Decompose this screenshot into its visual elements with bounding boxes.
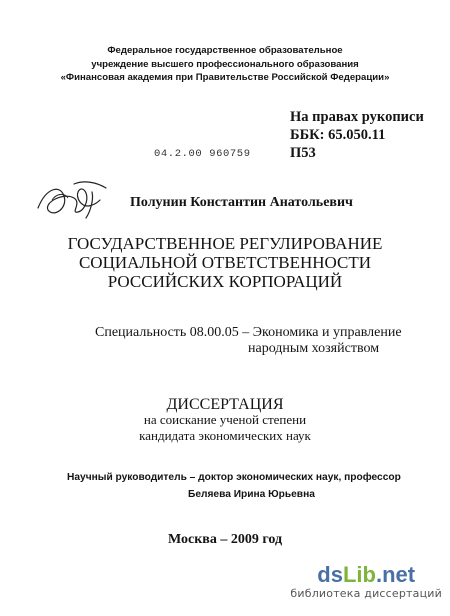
watermark-ds: ds	[317, 562, 343, 587]
specialty-line-1: Специальность 08.00.05 – Экономика и управление	[95, 325, 402, 340]
title-line-1: ГОСУДАРСТВЕННОЕ РЕГУЛИРОВАНИЕ	[67, 234, 383, 253]
city-year: Москва – 2009 год	[167, 532, 283, 547]
author-mark: П53	[290, 145, 316, 161]
advisor-label: Научный руководитель – доктор экономических наук, профессор	[67, 472, 401, 483]
title-line-3: РОССИЙСКИХ КОРПОРАЦИЙ	[107, 272, 343, 291]
site-watermark[interactable]	[290, 563, 442, 600]
degree-description	[0, 412, 450, 444]
advisor-name: Беляева Ирина Юрьевна	[188, 489, 315, 500]
watermark-logo	[290, 563, 442, 587]
author-name: Полунин Константин Анатольевич	[130, 195, 353, 210]
degree-line-2: кандидата экономических наук	[139, 428, 311, 443]
institution-header	[0, 44, 450, 85]
title-line-2: СОЦИАЛЬНОЙ ОТВЕТСТВЕННОСТИ	[78, 253, 372, 272]
watermark-subtitle: библиотека диссертаций	[290, 587, 442, 600]
archive-stamp-number: 04.2.00 960759	[154, 148, 251, 160]
institution-line-3: «Финансовая академия при Правительстве Российской Федерации»	[60, 72, 390, 83]
dissertation-title	[0, 234, 450, 291]
watermark-net: .net	[375, 562, 416, 587]
watermark-lib: Lib	[342, 562, 376, 587]
specialty-line-2: народным хозяйством	[248, 341, 380, 356]
bbk-code: ББК: 65.050.11	[290, 127, 386, 143]
institution-line-2: учреждение высшего профессионального образования	[91, 58, 359, 70]
institution-line-1: Федеральное государственное образовательное	[107, 45, 343, 56]
manuscript-rights: На правах рукописи	[290, 109, 424, 125]
degree-line-1: на соискание ученой степени	[143, 412, 307, 427]
signature-icon	[34, 178, 114, 222]
document-type-heading: ДИССЕРТАЦИЯ	[166, 396, 284, 413]
manuscript-block	[290, 108, 424, 162]
